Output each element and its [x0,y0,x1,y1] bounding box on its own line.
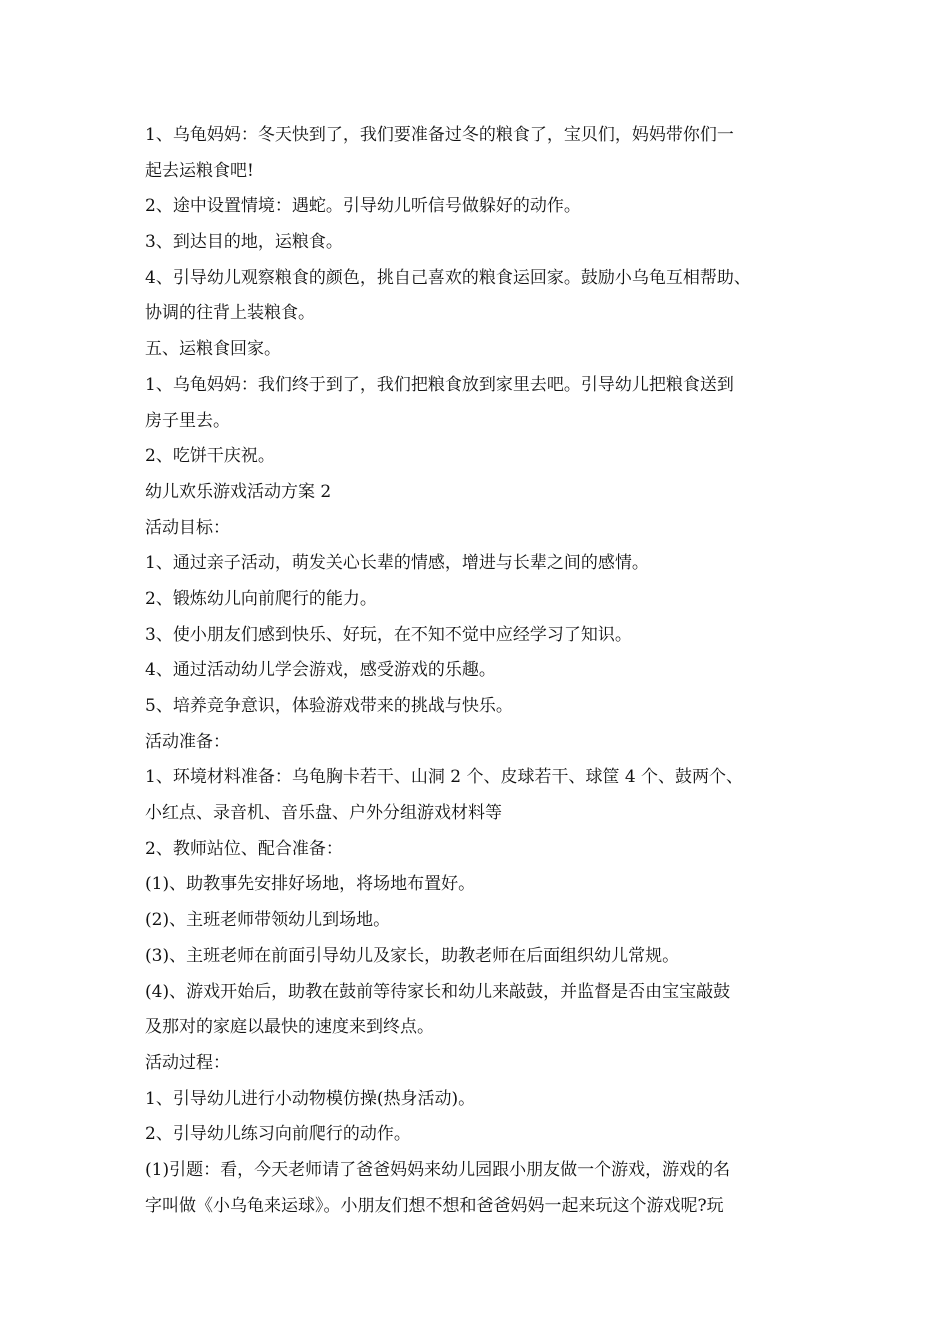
text-line: 及那对的家庭以最快的速度来到终点。 [145,1017,434,1038]
text-line: (1)引题：看，今天老师请了爸爸妈妈来幼儿园跟小朋友做一个游戏，游戏的名 [145,1159,731,1180]
document-body [145,118,825,1224]
text-line: (1)、助教事先安排好场地，将场地布置好。 [145,874,476,895]
text-line: 协调的往背上装粮食。 [145,303,315,324]
text-line: 起去运粮食吧! [145,160,254,181]
text-line: 1、环境材料准备：乌龟胸卡若干、山洞 2 个、皮球若干、球筐 4 个、鼓两个、 [145,767,744,788]
text-line: 房子里去。 [145,410,230,431]
text-line: 4、引导幼儿观察粮食的颜色，挑自己喜欢的粮食运回家。鼓励小乌龟互相帮助、 [145,267,751,288]
section-heading: 活动过程： [145,1052,230,1073]
text-line: 4、通过活动幼儿学会游戏，感受游戏的乐趣。 [145,660,496,681]
document-title: 幼儿欢乐游戏活动方案 2 [145,481,332,502]
text-line: 2、教师站位、配合准备： [145,838,343,859]
text-line: 5、培养竞争意识，体验游戏带来的挑战与快乐。 [145,696,513,716]
text-line: 1、引导幼儿进行小动物模仿操(热身活动)。 [145,1088,476,1109]
text-line: 字叫做《小乌龟来运球》。小朋友们想不想和爸爸妈妈一起来玩这个游戏呢?玩 [145,1195,724,1216]
text-line: 1、乌龟妈妈：冬天快到了，我们要准备过冬的粮食了，宝贝们，妈妈带你们一 [145,125,734,145]
text-line: (3)、主班老师在前面引导幼儿及家长，助教老师在后面组织幼儿常规。 [145,945,680,966]
text-line: (2)、主班老师带领幼儿到场地。 [145,910,391,931]
text-line: (4)、游戏开始后，助教在鼓前等待家长和幼儿来敲鼓，并监督是否由宝宝敲鼓 [145,981,731,1002]
text-line: 2、引导幼儿练习向前爬行的动作。 [145,1124,411,1145]
text-line: 小红点、录音机、音乐盘、户外分组游戏材料等 [145,803,502,824]
text-line: 1、通过亲子活动，萌发关心长辈的情感，增进与长辈之间的感情。 [145,553,649,574]
text-line: 3、到达目的地，运粮食。 [145,232,343,253]
section-heading: 活动准备： [145,731,230,752]
text-line: 2、途中设置情境：遇蛇。引导幼儿听信号做躲好的动作。 [145,196,581,217]
section-heading: 活动目标： [145,517,230,538]
text-line: 3、使小朋友们感到快乐、好玩，在不知不觉中应经学习了知识。 [145,624,632,645]
section-heading: 五、运粮食回家。 [145,339,281,360]
text-line: 2、锻炼幼儿向前爬行的能力。 [145,588,377,609]
text-line: 1、乌龟妈妈：我们终于到了，我们把粮食放到家里去吧。引导幼儿把粮食送到 [145,374,734,395]
text-line: 2、吃饼干庆祝。 [145,446,275,467]
